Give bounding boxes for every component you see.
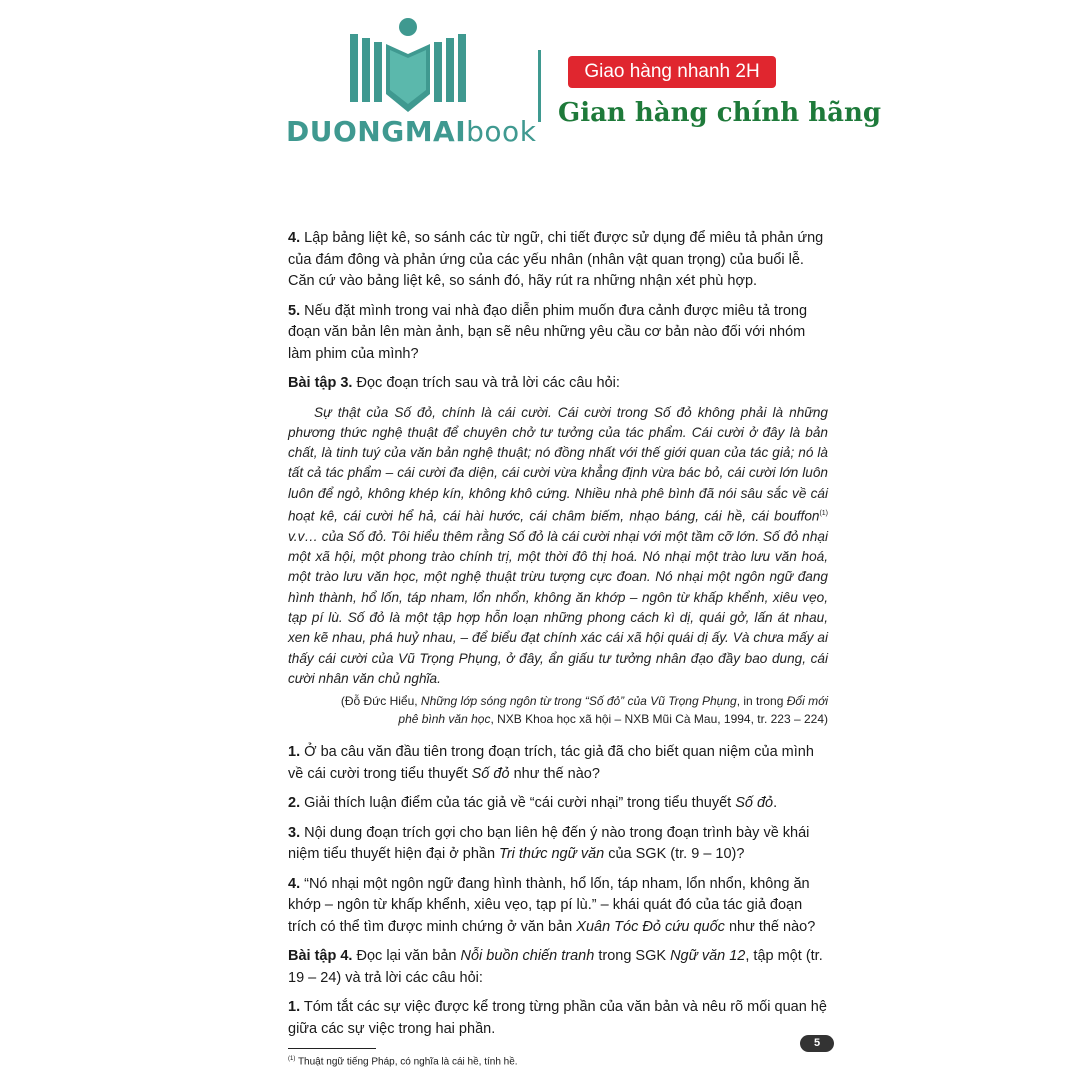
question-number: 2. bbox=[288, 795, 301, 812]
question-italic: Số đỏ bbox=[471, 765, 510, 782]
exercise3-question4 bbox=[288, 874, 828, 939]
question-text: Tóm tắt các sự việc được kể trong từng phần của văn bản và nêu rõ mối quan hệ giữa các sự việc trong hai phần. bbox=[288, 999, 827, 1037]
open-book-logo-icon bbox=[340, 14, 476, 114]
question-number: 5. bbox=[288, 302, 301, 319]
footnote-reference: (1) bbox=[819, 509, 828, 517]
exercise3-question2 bbox=[288, 793, 828, 815]
brand-suffix: book bbox=[466, 115, 537, 148]
question-number: 1. bbox=[288, 999, 301, 1016]
fast-delivery-badge: Giao hàng nhanh 2H bbox=[568, 56, 776, 88]
question-text: Nếu đặt mình trong vai nhà đạo diễn phim muốn đưa cảnh được miêu tả trong đoạn văn bản lên màn ảnh, bạn sẽ nêu những yêu cầu cơ bản nào đối với nhóm làm phim của mình? bbox=[288, 302, 808, 362]
official-shop-label: Gian hàng chính hãng bbox=[558, 98, 882, 128]
exercise-instruction: Đọc đoạn trích sau và trả lời các câu hỏi: bbox=[356, 375, 620, 391]
question-text: “Nó nhại một ngôn ngữ đang hình thành, hổ lốn, táp nham, lổn nhổn, không ăn khớp – ngôn từ khấp khểnh, xiêu vẹo, tạp pí lù.” – khái quát đó của tác giả đoạn trích có thể tìm được minh chứng ở văn bản bbox=[288, 875, 810, 935]
question-text: Lập bảng liệt kê, so sánh các từ ngữ, chi tiết được sử dụng để miêu tả phản ứng của đám đông và phản ứng của các yếu nhân (nhân vật quan trọng) của buổi lễ. Căn cứ vào bảng liệt kê, so sánh đó, hãy rút ra những nhận xét phù hợp. bbox=[288, 230, 824, 289]
question-text: Giải thích luận điểm của tác giả về “cái cười nhại” trong tiểu thuyết bbox=[304, 795, 736, 812]
footnote-divider bbox=[288, 1048, 376, 1049]
exercise-title: Bài tập 3. bbox=[288, 375, 353, 391]
passage-citation bbox=[288, 693, 828, 728]
shop-header bbox=[0, 0, 1080, 170]
question-number: 3. bbox=[288, 824, 301, 841]
footnote-mark: (1) bbox=[288, 1056, 296, 1063]
book-page bbox=[288, 228, 828, 1071]
question-text-end: như thế nào? bbox=[509, 765, 600, 782]
citation-author: (Đỗ Đức Hiểu, bbox=[340, 694, 421, 709]
question-italic: Số đỏ bbox=[735, 795, 774, 812]
brand-name bbox=[286, 115, 536, 148]
exercise3-question1 bbox=[288, 742, 828, 785]
citation-title: Những lớp sóng ngôn từ trong “Số đỏ” của Vũ Trọng Phụng bbox=[420, 694, 737, 709]
exercise-title: Bài tập 4. bbox=[288, 948, 353, 965]
footnote-text: Thuật ngữ tiếng Pháp, có nghĩa là cái hề, tính hề. bbox=[297, 1056, 518, 1068]
passage-text: Sự thật của Số đỏ, chính là cái cười. Cái cười trong Số đỏ không phải là những phương thức nghệ thuật để chuyên chở tư tưởng của tác phẩm. Cái cười ở đây là bản chất, là tinh tuý của văn bản nghệ thuật; nó đồng nhất với thế giới quan của tác giả; nó là tất cả tác phẩm – cái cười đa diện, cái cười vừa khẳng định vừa bác bỏ, cái cười lớn luôn luôn để ngỏ, không khép kín, không khô cứng. Nhiều nhà phê bình đã nói sâu sắc về cái hoạt kê, cái cười hể hả, cái hài hước, cái châm biếm, nhạo báng, cái hề, cái bouffon bbox=[288, 404, 828, 524]
footnote bbox=[288, 1051, 828, 1070]
citation-text: , in trong bbox=[736, 694, 787, 709]
question-italic: Xuân Tóc Đỏ cứu quốc bbox=[576, 918, 725, 935]
question-italic: Tri thức ngữ văn bbox=[499, 846, 605, 863]
question-number: 4. bbox=[288, 875, 301, 892]
exercise2-question4 bbox=[288, 228, 828, 293]
question-text-end: như thế nào? bbox=[724, 918, 816, 935]
exercise2-question5 bbox=[288, 301, 828, 366]
question-number: 1. bbox=[288, 744, 301, 761]
exercise-work-title: Nỗi buồn chiến tranh bbox=[460, 948, 595, 965]
question-text-end: . bbox=[773, 795, 778, 812]
exercise-book-title: Ngữ văn 12 bbox=[670, 948, 746, 965]
exercise-instruction-end: , tập một (tr. 19 – 24) và trả lời các câu hỏi: bbox=[288, 948, 823, 986]
exercise-instruction: Đọc lại văn bản bbox=[356, 948, 461, 965]
exercise4-heading bbox=[288, 946, 828, 989]
exercise3-heading bbox=[288, 373, 828, 395]
quoted-passage bbox=[288, 403, 828, 690]
question-number: 4. bbox=[288, 230, 301, 246]
question-text: Nội dung đoạn trích gợi cho bạn liên hệ đến ý nào trong đoạn trình bày về khái niệm tiểu thuyết hiện đại ở phần bbox=[288, 824, 810, 863]
question-text: Ở ba câu văn đầu tiên trong đoạn trích, tác giả đã cho biết quan niệm của mình về cái cười trong tiểu thuyết bbox=[288, 744, 814, 782]
citation-publisher: , NXB Khoa học xã hội – NXB Mũi Cà Mau, 1994, tr. 223 – 224) bbox=[490, 711, 828, 726]
question-text-end: của SGK (tr. 9 – 10)? bbox=[604, 846, 745, 863]
header-divider bbox=[538, 50, 541, 122]
citation-book: Đổi mới phê bình văn học bbox=[398, 694, 828, 726]
brand-main: DUONGMAI bbox=[286, 115, 467, 148]
exercise4-question1 bbox=[288, 997, 828, 1040]
exercise3-question3 bbox=[288, 823, 828, 866]
exercise-instruction-mid: trong SGK bbox=[594, 948, 671, 965]
page-number: 5 bbox=[800, 1035, 834, 1052]
passage-text-continued: v.v… của Số đỏ. Tôi hiểu thêm rằng Số đỏ là cái cười nhại với một tầm cỡ lớn. Số đỏ nhại một xã hội, một phong trào chính trị, một thời đô thị hoá. Nó nhại một trào lưu văn hoá, một trào lưu văn học, một nghệ thuật trừu tượng cực đoan. Nó nhại một ngôn ngữ đang hình thành, hổ lốn, táp nham, lổn nhổn, không ăn khớp – ngôn từ khấp khểnh, xiêu vẹo, tạp pí lù. Số đỏ là một tập hợp hỗn loạn những phong cách kì dị, quái gở, lấn át nhau, xen kẽ nhau, phá huỷ nhau, – để biểu đạt chính xác cái xã hội quái dị ấy. Và chưa mấy ai thấy cái cười của Vũ Trọng Phụng, ở đây, ẩn giấu tư tưởng nhân đạo đầy bao dung, cái cười nhân văn chủ nghĩa. bbox=[288, 528, 828, 686]
